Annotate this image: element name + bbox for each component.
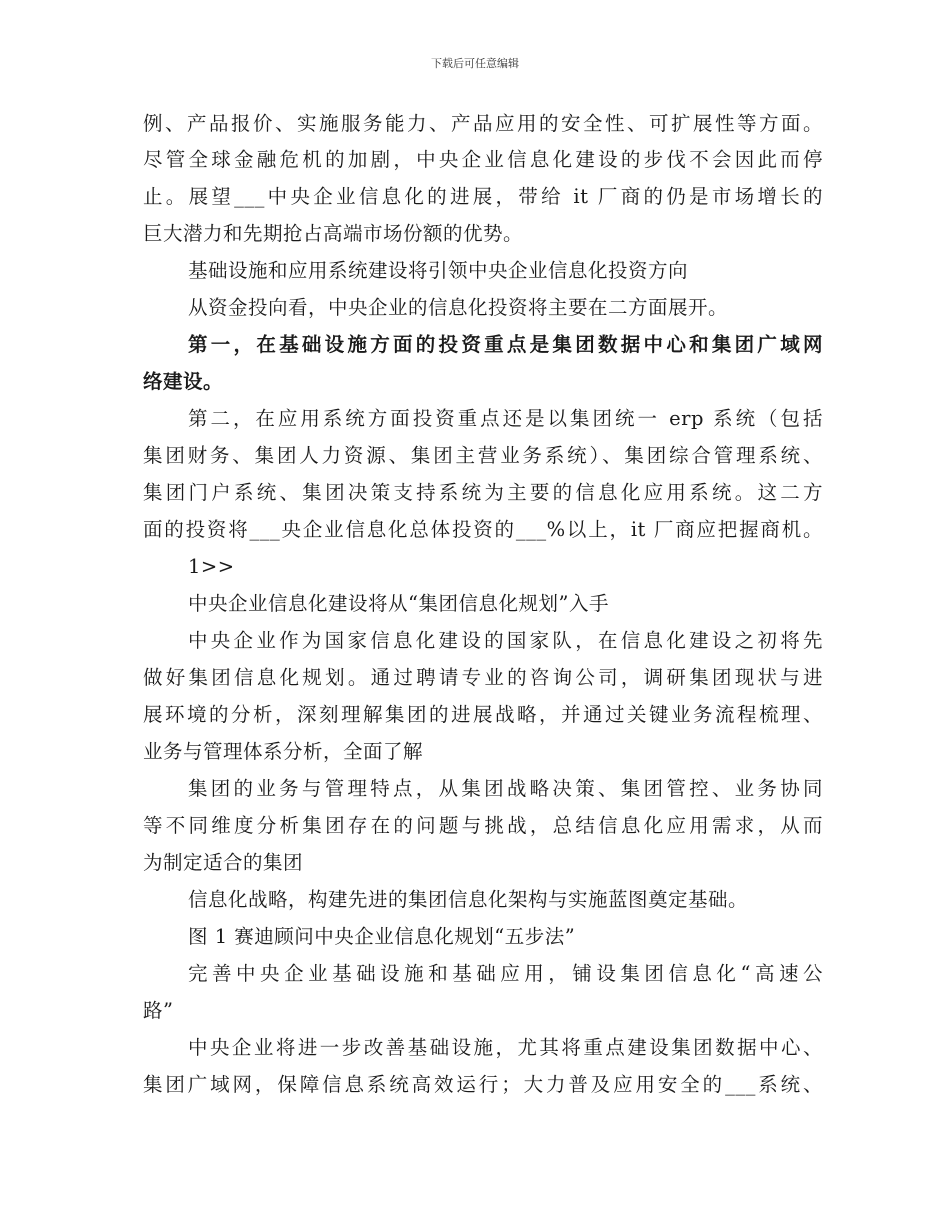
section-heading: 路” — [143, 999, 174, 1022]
bold-line: 络建设。 — [143, 370, 224, 393]
body-line: 中央企业作为国家信息化建设的国家队，在信息化建设之初将先 — [188, 629, 823, 652]
body-line: 1>> — [188, 555, 235, 578]
bold-line: 第一，在基础设施方面的投资重点是集团数据中心和集团广域网 — [188, 333, 823, 356]
body-line: 为制定适合的集团 — [143, 851, 304, 874]
body-line: 尽管全球金融危机的加剧，中央企业信息化建设的步伐不会因此而停 — [143, 148, 823, 171]
body-line: 信息化战略，构建先进的集团信息化架构与实施蓝图奠定基础。 — [188, 888, 749, 911]
body-line: 从资金投向看，中央企业的信息化投资将主要在二方面展开。 — [188, 296, 729, 319]
body-line: 集团门户系统、集团决策支持系统为主要的信息化应用系统。这二方 — [143, 481, 823, 504]
figure-caption: 图 1 赛迪顾问中央企业信息化规划“五步法” — [188, 925, 576, 948]
body-line: 展环境的分析，深刻理解集团的进展战略，并通过关键业务流程梳理、 — [143, 703, 823, 726]
body-line: 中央企业将进一步改善基础设施，尤其将重点建设集团数据中心、 — [188, 1036, 823, 1059]
body-line: 例、产品报价、实施服务能力、产品应用的安全性、可扩展性等方面。 — [143, 112, 823, 135]
body-line: 止。展望___中央企业信息化的进展，带给 it 厂商的仍是市场增长的 — [143, 185, 823, 208]
section-heading: 基础设施和应用系统建设将引领中央企业信息化投资方向 — [188, 259, 689, 282]
section-heading: 完善中央企业基础设施和基础应用，铺设集团信息化“高速公 — [188, 962, 823, 985]
page-header: 下载后可任意编辑 — [431, 57, 519, 70]
body-line: 集团财务、集团人力资源、集团主营业务系统）、集团综合管理系统、 — [143, 444, 823, 467]
body-line: 面的投资将___央企业信息化总体投资的___%以上，it 厂商应把握商机。 — [143, 518, 823, 541]
body-line: 做好集团信息化规划。通过聘请专业的咨询公司，调研集团现状与进 — [143, 666, 823, 689]
section-heading: 中央企业信息化建设将从“集团信息化规划”入手 — [188, 592, 609, 615]
body-line: 业务与管理体系分析，全面了解 — [143, 740, 424, 763]
body-line: 第二，在应用系统方面投资重点还是以集团统一 erp 系统（包括 — [188, 407, 823, 430]
body-line: 集团的业务与管理特点，从集团战略决策、集团管控、业务协同 — [188, 777, 823, 800]
body-line: 等不同维度分析集团存在的问题与挑战，总结信息化应用需求，从而 — [143, 814, 823, 837]
body-line: 集团广域网，保障信息系统高效运行；大力普及应用安全的___系统、 — [143, 1073, 823, 1096]
body-line: 巨大潜力和先期抢占高端市场份额的优势。 — [143, 222, 524, 245]
